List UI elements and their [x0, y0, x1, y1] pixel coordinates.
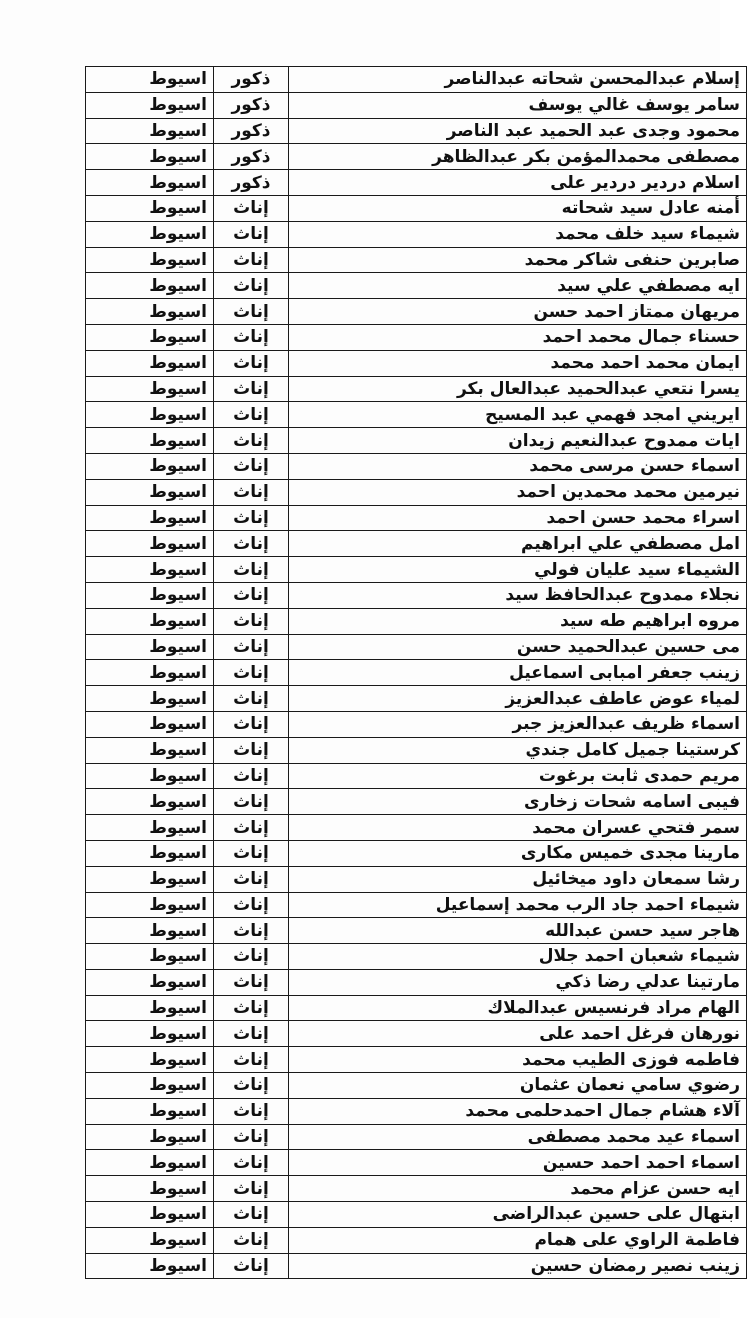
gender-cell: إناث — [214, 608, 289, 634]
gender-cell: إناث — [214, 479, 289, 505]
name-cell: فاطمة الراوي على همام — [289, 1227, 747, 1253]
city-cell: اسيوط — [86, 195, 214, 221]
name-cell: مارينا مجدى خميس مكارى — [289, 840, 747, 866]
name-cell: محمود وجدى عبد الحميد عبد الناصر — [289, 118, 747, 144]
table-row — [86, 118, 747, 144]
table-row — [86, 660, 747, 686]
city-cell: اسيوط — [86, 92, 214, 118]
gender-cell: إناث — [214, 221, 289, 247]
city-cell: اسيوط — [86, 840, 214, 866]
name-cell: ايمان محمد احمد محمد — [289, 350, 747, 376]
table-row — [86, 1176, 747, 1202]
city-cell: اسيوط — [86, 686, 214, 712]
gender-cell: إناث — [214, 247, 289, 273]
name-cell: حسناء جمال محمد احمد — [289, 324, 747, 350]
name-cell: ايه مصطفي علي سيد — [289, 273, 747, 299]
gender-cell: إناث — [214, 505, 289, 531]
table-row — [86, 789, 747, 815]
name-cell: إسلام عبدالمحسن شحاته عبدالناصر — [289, 67, 747, 93]
city-cell: اسيوط — [86, 505, 214, 531]
city-cell: اسيوط — [86, 531, 214, 557]
table-row — [86, 479, 747, 505]
name-cell: مريهان ممتاز احمد حسن — [289, 299, 747, 325]
city-cell: اسيوط — [86, 582, 214, 608]
city-cell: اسيوط — [86, 815, 214, 841]
table-row — [86, 1253, 747, 1279]
city-cell: اسيوط — [86, 402, 214, 428]
gender-cell: إناث — [214, 1253, 289, 1279]
gender-cell: إناث — [214, 892, 289, 918]
gender-cell: ذكور — [214, 144, 289, 170]
city-cell: اسيوط — [86, 789, 214, 815]
table-row — [86, 918, 747, 944]
name-cell: اسراء محمد حسن احمد — [289, 505, 747, 531]
city-cell: اسيوط — [86, 1098, 214, 1124]
table-row — [86, 170, 747, 196]
city-cell: اسيوط — [86, 608, 214, 634]
name-cell: نيرمين محمد محمدين احمد — [289, 479, 747, 505]
gender-cell: إناث — [214, 350, 289, 376]
table-row — [86, 969, 747, 995]
city-cell: اسيوط — [86, 918, 214, 944]
city-cell: اسيوط — [86, 376, 214, 402]
city-cell: اسيوط — [86, 1227, 214, 1253]
city-cell: اسيوط — [86, 969, 214, 995]
city-cell: اسيوط — [86, 1176, 214, 1202]
name-cell: زينب جعفر امبابى اسماعيل — [289, 660, 747, 686]
gender-cell: ذكور — [214, 118, 289, 144]
table-row — [86, 273, 747, 299]
gender-cell: إناث — [214, 1227, 289, 1253]
gender-cell: إناث — [214, 1073, 289, 1099]
table-row — [86, 815, 747, 841]
table-row — [86, 221, 747, 247]
gender-cell: إناث — [214, 402, 289, 428]
gender-cell: إناث — [214, 557, 289, 583]
city-cell: اسيوط — [86, 944, 214, 970]
gender-cell: إناث — [214, 995, 289, 1021]
table-row — [86, 840, 747, 866]
table-row — [86, 686, 747, 712]
table-row — [86, 1098, 747, 1124]
gender-cell: إناث — [214, 376, 289, 402]
gender-cell: إناث — [214, 299, 289, 325]
table-row — [86, 866, 747, 892]
name-cell: ايريني امجد فهمي عبد المسيح — [289, 402, 747, 428]
table-row — [86, 1124, 747, 1150]
city-cell: اسيوط — [86, 892, 214, 918]
gender-cell: إناث — [214, 1124, 289, 1150]
table-row — [86, 1150, 747, 1176]
gender-cell: إناث — [214, 453, 289, 479]
name-cell: الشيماء سيد عليان فولي — [289, 557, 747, 583]
table-row — [86, 737, 747, 763]
city-cell: اسيوط — [86, 660, 214, 686]
city-cell: اسيوط — [86, 144, 214, 170]
city-cell: اسيوط — [86, 1021, 214, 1047]
name-cell: أمنه عادل سيد شحاته — [289, 195, 747, 221]
table-row — [86, 1047, 747, 1073]
name-cell: صابرين حنفى شاكر محمد — [289, 247, 747, 273]
city-cell: اسيوط — [86, 866, 214, 892]
table-row — [86, 376, 747, 402]
table-row — [86, 608, 747, 634]
name-cell: مى حسين عبدالحميد حسن — [289, 634, 747, 660]
name-cell: سامر يوسف غالي يوسف — [289, 92, 747, 118]
city-cell: اسيوط — [86, 711, 214, 737]
gender-cell: إناث — [214, 686, 289, 712]
name-cell: شيماء سيد خلف محمد — [289, 221, 747, 247]
city-cell: اسيوط — [86, 1253, 214, 1279]
table-row — [86, 299, 747, 325]
city-cell: اسيوط — [86, 1124, 214, 1150]
name-cell: مريم حمدى ثابت برغوت — [289, 763, 747, 789]
gender-cell: إناث — [214, 428, 289, 454]
gender-cell: إناث — [214, 763, 289, 789]
city-cell: اسيوط — [86, 737, 214, 763]
gender-cell: ذكور — [214, 170, 289, 196]
name-cell: شيماء احمد جاد الرب محمد إسماعيل — [289, 892, 747, 918]
table-row — [86, 1227, 747, 1253]
gender-cell: إناث — [214, 531, 289, 557]
city-cell: اسيوط — [86, 1073, 214, 1099]
roster-table-body — [86, 67, 747, 1279]
gender-cell: إناث — [214, 1047, 289, 1073]
name-cell: لمياء عوض عاطف عبدالعزيز — [289, 686, 747, 712]
gender-cell: إناث — [214, 324, 289, 350]
name-cell: ابتهال على حسين عبدالراضى — [289, 1202, 747, 1228]
table-row — [86, 944, 747, 970]
table-row — [86, 995, 747, 1021]
gender-cell: إناث — [214, 866, 289, 892]
gender-cell: إناث — [214, 1021, 289, 1047]
city-cell: اسيوط — [86, 118, 214, 144]
gender-cell: ذكور — [214, 67, 289, 93]
table-row — [86, 453, 747, 479]
name-cell: نجلاء ممدوح عبدالحافظ سيد — [289, 582, 747, 608]
table-row — [86, 711, 747, 737]
city-cell: اسيوط — [86, 1047, 214, 1073]
gender-cell: إناث — [214, 711, 289, 737]
gender-cell: إناث — [214, 944, 289, 970]
name-cell: نورهان فرغل احمد على — [289, 1021, 747, 1047]
name-cell: فاطمه فوزى الطيب محمد — [289, 1047, 747, 1073]
name-cell: اسماء حسن مرسى محمد — [289, 453, 747, 479]
gender-cell: إناث — [214, 737, 289, 763]
name-cell: اسلام دردير دردير على — [289, 170, 747, 196]
city-cell: اسيوط — [86, 350, 214, 376]
table-row — [86, 324, 747, 350]
city-cell: اسيوط — [86, 453, 214, 479]
gender-cell: إناث — [214, 1098, 289, 1124]
city-cell: اسيوط — [86, 479, 214, 505]
name-cell: آلاء هشام جمال احمدحلمى محمد — [289, 1098, 747, 1124]
city-cell: اسيوط — [86, 995, 214, 1021]
table-row — [86, 144, 747, 170]
gender-cell: إناث — [214, 195, 289, 221]
table-row — [86, 1073, 747, 1099]
gender-cell: إناث — [214, 789, 289, 815]
table-row — [86, 892, 747, 918]
city-cell: اسيوط — [86, 247, 214, 273]
roster-table — [85, 66, 747, 1279]
city-cell: اسيوط — [86, 299, 214, 325]
table-row — [86, 1021, 747, 1047]
name-cell: امل مصطفي علي ابراهيم — [289, 531, 747, 557]
gender-cell: إناث — [214, 815, 289, 841]
table-row — [86, 350, 747, 376]
gender-cell: إناث — [214, 634, 289, 660]
gender-cell: ذكور — [214, 92, 289, 118]
gender-cell: إناث — [214, 1202, 289, 1228]
name-cell: مصطفى محمدالمؤمن بكر عبدالظاهر — [289, 144, 747, 170]
name-cell: ايه حسن عزام محمد — [289, 1176, 747, 1202]
name-cell: هاجر سيد حسن عبدالله — [289, 918, 747, 944]
table-row — [86, 1202, 747, 1228]
table-row — [86, 763, 747, 789]
table-row — [86, 634, 747, 660]
city-cell: اسيوط — [86, 1150, 214, 1176]
table-row — [86, 92, 747, 118]
table-row — [86, 247, 747, 273]
name-cell: اسماء احمد احمد حسين — [289, 1150, 747, 1176]
name-cell: شيماء شعبان احمد جلال — [289, 944, 747, 970]
name-cell: مروه ابراهيم طه سيد — [289, 608, 747, 634]
table-row — [86, 428, 747, 454]
name-cell: زينب نصير رمضان حسين — [289, 1253, 747, 1279]
table-row — [86, 531, 747, 557]
city-cell: اسيوط — [86, 221, 214, 247]
city-cell: اسيوط — [86, 634, 214, 660]
table-row — [86, 195, 747, 221]
city-cell: اسيوط — [86, 763, 214, 789]
table-row — [86, 557, 747, 583]
table-row — [86, 402, 747, 428]
table-row — [86, 505, 747, 531]
name-cell: فيبى اسامه شحات زخارى — [289, 789, 747, 815]
name-cell: رضوي سامي نعمان عثمان — [289, 1073, 747, 1099]
gender-cell: إناث — [214, 273, 289, 299]
table-row — [86, 67, 747, 93]
gender-cell: إناث — [214, 1176, 289, 1202]
name-cell: سمر فتحي عسران محمد — [289, 815, 747, 841]
gender-cell: إناث — [214, 840, 289, 866]
city-cell: اسيوط — [86, 273, 214, 299]
name-cell: ايات ممدوح عبدالنعيم زيدان — [289, 428, 747, 454]
gender-cell: إناث — [214, 1150, 289, 1176]
gender-cell: إناث — [214, 918, 289, 944]
name-cell: الهام مراد فرنسيس عبدالملاك — [289, 995, 747, 1021]
city-cell: اسيوط — [86, 428, 214, 454]
name-cell: مارتينا عدلي رضا ذكي — [289, 969, 747, 995]
city-cell: اسيوط — [86, 67, 214, 93]
name-cell: كرستينا جميل كامل جندي — [289, 737, 747, 763]
name-cell: اسماء ظريف عبدالعزيز جبر — [289, 711, 747, 737]
city-cell: اسيوط — [86, 170, 214, 196]
city-cell: اسيوط — [86, 1202, 214, 1228]
name-cell: يسرا نتعي عبدالحميد عبدالعال بكر — [289, 376, 747, 402]
gender-cell: إناث — [214, 582, 289, 608]
gender-cell: إناث — [214, 660, 289, 686]
city-cell: اسيوط — [86, 324, 214, 350]
table-row — [86, 582, 747, 608]
name-cell: رشا سمعان داود ميخائيل — [289, 866, 747, 892]
city-cell: اسيوط — [86, 557, 214, 583]
gender-cell: إناث — [214, 969, 289, 995]
name-cell: اسماء عيد محمد مصطفى — [289, 1124, 747, 1150]
